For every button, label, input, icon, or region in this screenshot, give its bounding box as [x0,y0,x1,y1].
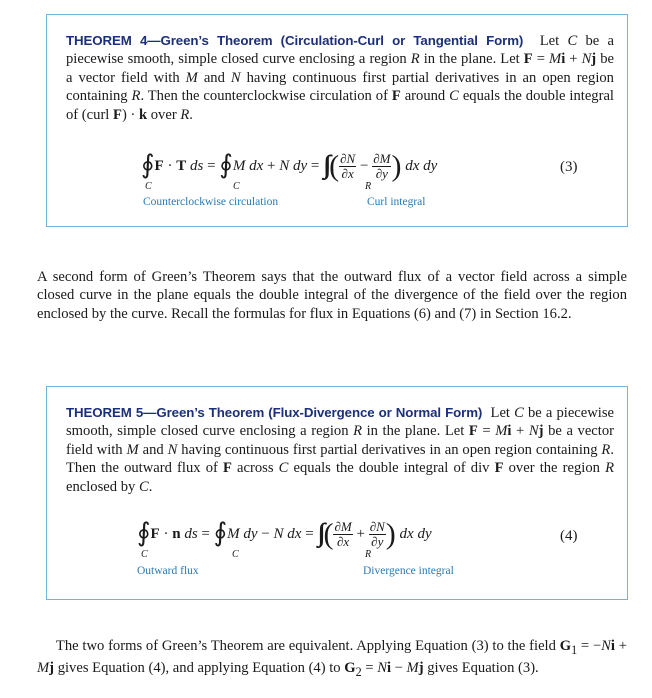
theorem-4-title: THEOREM 4—Green’s Theorem (Circulation-Curl or Tangential Form) [66,33,524,48]
oint-subscript-c: C [141,549,148,560]
theorem-4-box [46,14,628,227]
paragraph-flux-intro: A second form of Green’s Theorem says that the outward flux of a vector field across a simple closed curve in the plane equals the double integral of the divergence of the field over the region enclosed by the curve. Recall the formulas for flux in Equations (6) and (7) in Section 16.2. [37,269,627,322]
theorem-4-equation: ∮F · T ds = ∮M dx + N dy = ∫∫ ( $\frac{\partial N}{\partial x}$ − $\frac{\partial M}{\partial y}$ ) dx dy [141,149,438,183]
theorem-5-equation: ∮F · n ds = ∮M dy − N dx = ∫∫ ( $\frac{\partial M}{\partial x}$ + $\frac{\partial N}{\partial y}$ ) dx dy [137,517,432,551]
oint-subscript-c: C [233,181,240,192]
theorem-5-title: THEOREM 5—Green’s Theorem (Flux-Divergence or Normal Form) [66,405,483,420]
label-curl-integral: Curl integral [367,196,426,208]
equation-number: (3) [560,159,578,175]
theorem-4-text: Let C be a piecewise smooth, simple closed curve enclosing a region R in the plane. Let F = Mi + Nj be a vector field with M and N having continuous first partial derivatives in an open region containing R. Then the counterclockwise circulation of F around C equals the double integral of (curl F) · k over R. [66,33,614,123]
equation-number: (4) [560,528,578,544]
theorem-5-box [46,386,628,600]
label-counterclockwise-circulation: Counterclockwise circulation [143,196,279,208]
theorem-4-statement [66,32,614,124]
oint-subscript-c: C [232,549,239,560]
theorem-5-statement [66,404,614,496]
theorem-5-text: Let C be a piecewise smooth, simple closed curve enclosing a region R in the plane. Let F = Mi + Nj be a vector field with M and N having continuous first partial derivatives in an open region containing R. Then the outward flux of F across C equals the double integral of div F over the region R enclosed by C. [66,405,615,495]
paragraph-equivalence: The two forms of Green’s Theorem are equivalent. Applying Equation (3) to the field $G_1 = -Ni + Mj$ gives Equation (4), and applying Equation (4) to $G_2 = Ni - Mj$ gives Equation (3). [37,638,627,680]
region-subscript-r: R [365,549,372,560]
label-outward-flux: Outward flux [137,565,199,577]
label-divergence-integral: Divergence integral [363,565,454,577]
region-subscript-r: R [365,181,372,192]
oint-subscript-c: C [145,181,152,192]
